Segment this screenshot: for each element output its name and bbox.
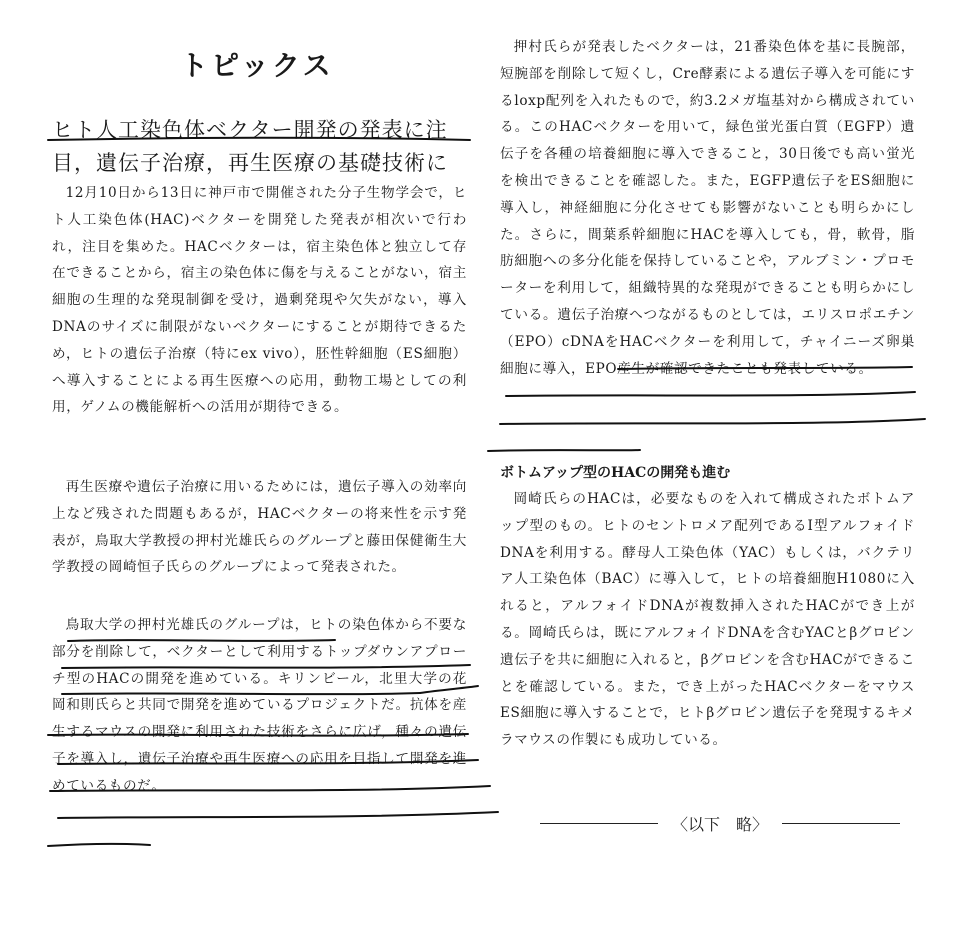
section-title: トピックス [180,49,334,82]
omitted-marker [540,812,900,835]
body-paragraph-2: 再生医療や遺伝子治療に用いるためには，遺伝子導入の効率向上など残された問題もあるが，HACベクターの将来性を示す発表が，鳥取大学教授の押村光雄氏らのグループと藤田保健衛生大学教授の岡崎恒子氏らのグループによって発表された。 [52,479,467,576]
underline-right-2 [506,392,915,396]
omitted-label: 〈以下 略〉 [672,815,769,834]
underline-left-9 [48,844,150,846]
body-paragraph-5: 岡崎氏らのHACは，必要なものを入れて構成されたボトムアップ型のもの。ヒトのセントロメア配列であるI型アルフォイドDNAを利用する。酵母人工染色体（YAC）もしくは，バクテリア人工染色体（BAC）に導入して，ヒトの培養細胞H1080に入れると，アルフォイドDNAが複数挿入されたHACができ上がる。岡崎氏らは，既にアルフォイドDNAを含むYACとβグロビン遺伝子を共に細胞に入れると，βグロビンを含むHACができることを確認している。また，でき上がったHACベクターをマウスES細胞に導入することで，ヒトβグロビン遺伝子を発現するキメラマウスの作製にも成功している。 [500,491,915,749]
body-paragraph-1: 12月10日から13日に神戸市で開催された分子生物学会で，ヒト人工染色体(HAC)ベクターを開発した発表が相次いで行われ，注目を集めた。HACベクターは，宿主染色体と独立して存在できることから，宿主の染色体に傷を与えることがない，宿主細胞の生理的な発現制御を受け，過剰発現や欠失がない，導入DNAのサイズに制限がないベクターにすることが期待できるため，ヒトの遺伝子治療（特にex vivo），胚性幹細胞（ES細胞）へ導入することによる再生医療への応用，動物工場としての利用，ゲノムの機能解析への活用が期待できる。 [52,185,467,416]
right-rule [782,823,900,824]
underline-right-4 [488,450,640,451]
left-rule [540,823,658,824]
underline-right-3 [500,419,925,424]
underline-left-8 [58,812,498,818]
body-paragraph-4: 押村氏らが発表したベクターは，21番染色体を基に長腕部，短腕部を削除して短くし，Cre酵素による遺伝子導入を可能にするloxp配列を入れたもので，約3.2メガ塩基対から構成されている。このHACベクターを用いて，緑色蛍光蛋白質（EGFP）遺伝子を各種の培養細胞に導入できること，30日後でも高い蛍光を検出できることを確認した。また，EGFP遺伝子をES細胞に導入し，神経細胞に分化させても影響がないことも明らかにした。さらに，間葉系幹細胞にHACを導入しても，骨，軟骨，脂肪細胞への多分化能を保持していることや，アルブミン・プロモーターを利用して，組織特異的な発現ができることも明らかにしている。遺伝子治療へつながるものとしては，エリスロポエチン（EPO）cDNAをHACベクターを利用して，チャイニーズ卵巣細胞に導入，EPO産生が確認できたことも発表している。 [500,39,915,377]
article-headline: ヒト人工染色体ベクター開発の発表に注目，遺伝子治療，再生医療の基礎技術に [52,118,448,175]
section-heading: ボトムアップ型のHACの開発も進む [500,465,731,481]
body-paragraph-3: 鳥取大学の押村光雄氏のグループは，ヒトの染色体から不要な部分を削除して，ベクターとして利用するトップダウンアプローチ型のHACの開発を進めている。キリンビール，北里大学の花岡和則氏らと共同で開発を進めているプロジェクトだ。抗体を産生するマウスの開発に利用された技術をさらに広げ，種々の遺伝子を導入し，遺伝子治療や再生医療への応用を目指して開発を進めているものだ。 [52,617,467,794]
